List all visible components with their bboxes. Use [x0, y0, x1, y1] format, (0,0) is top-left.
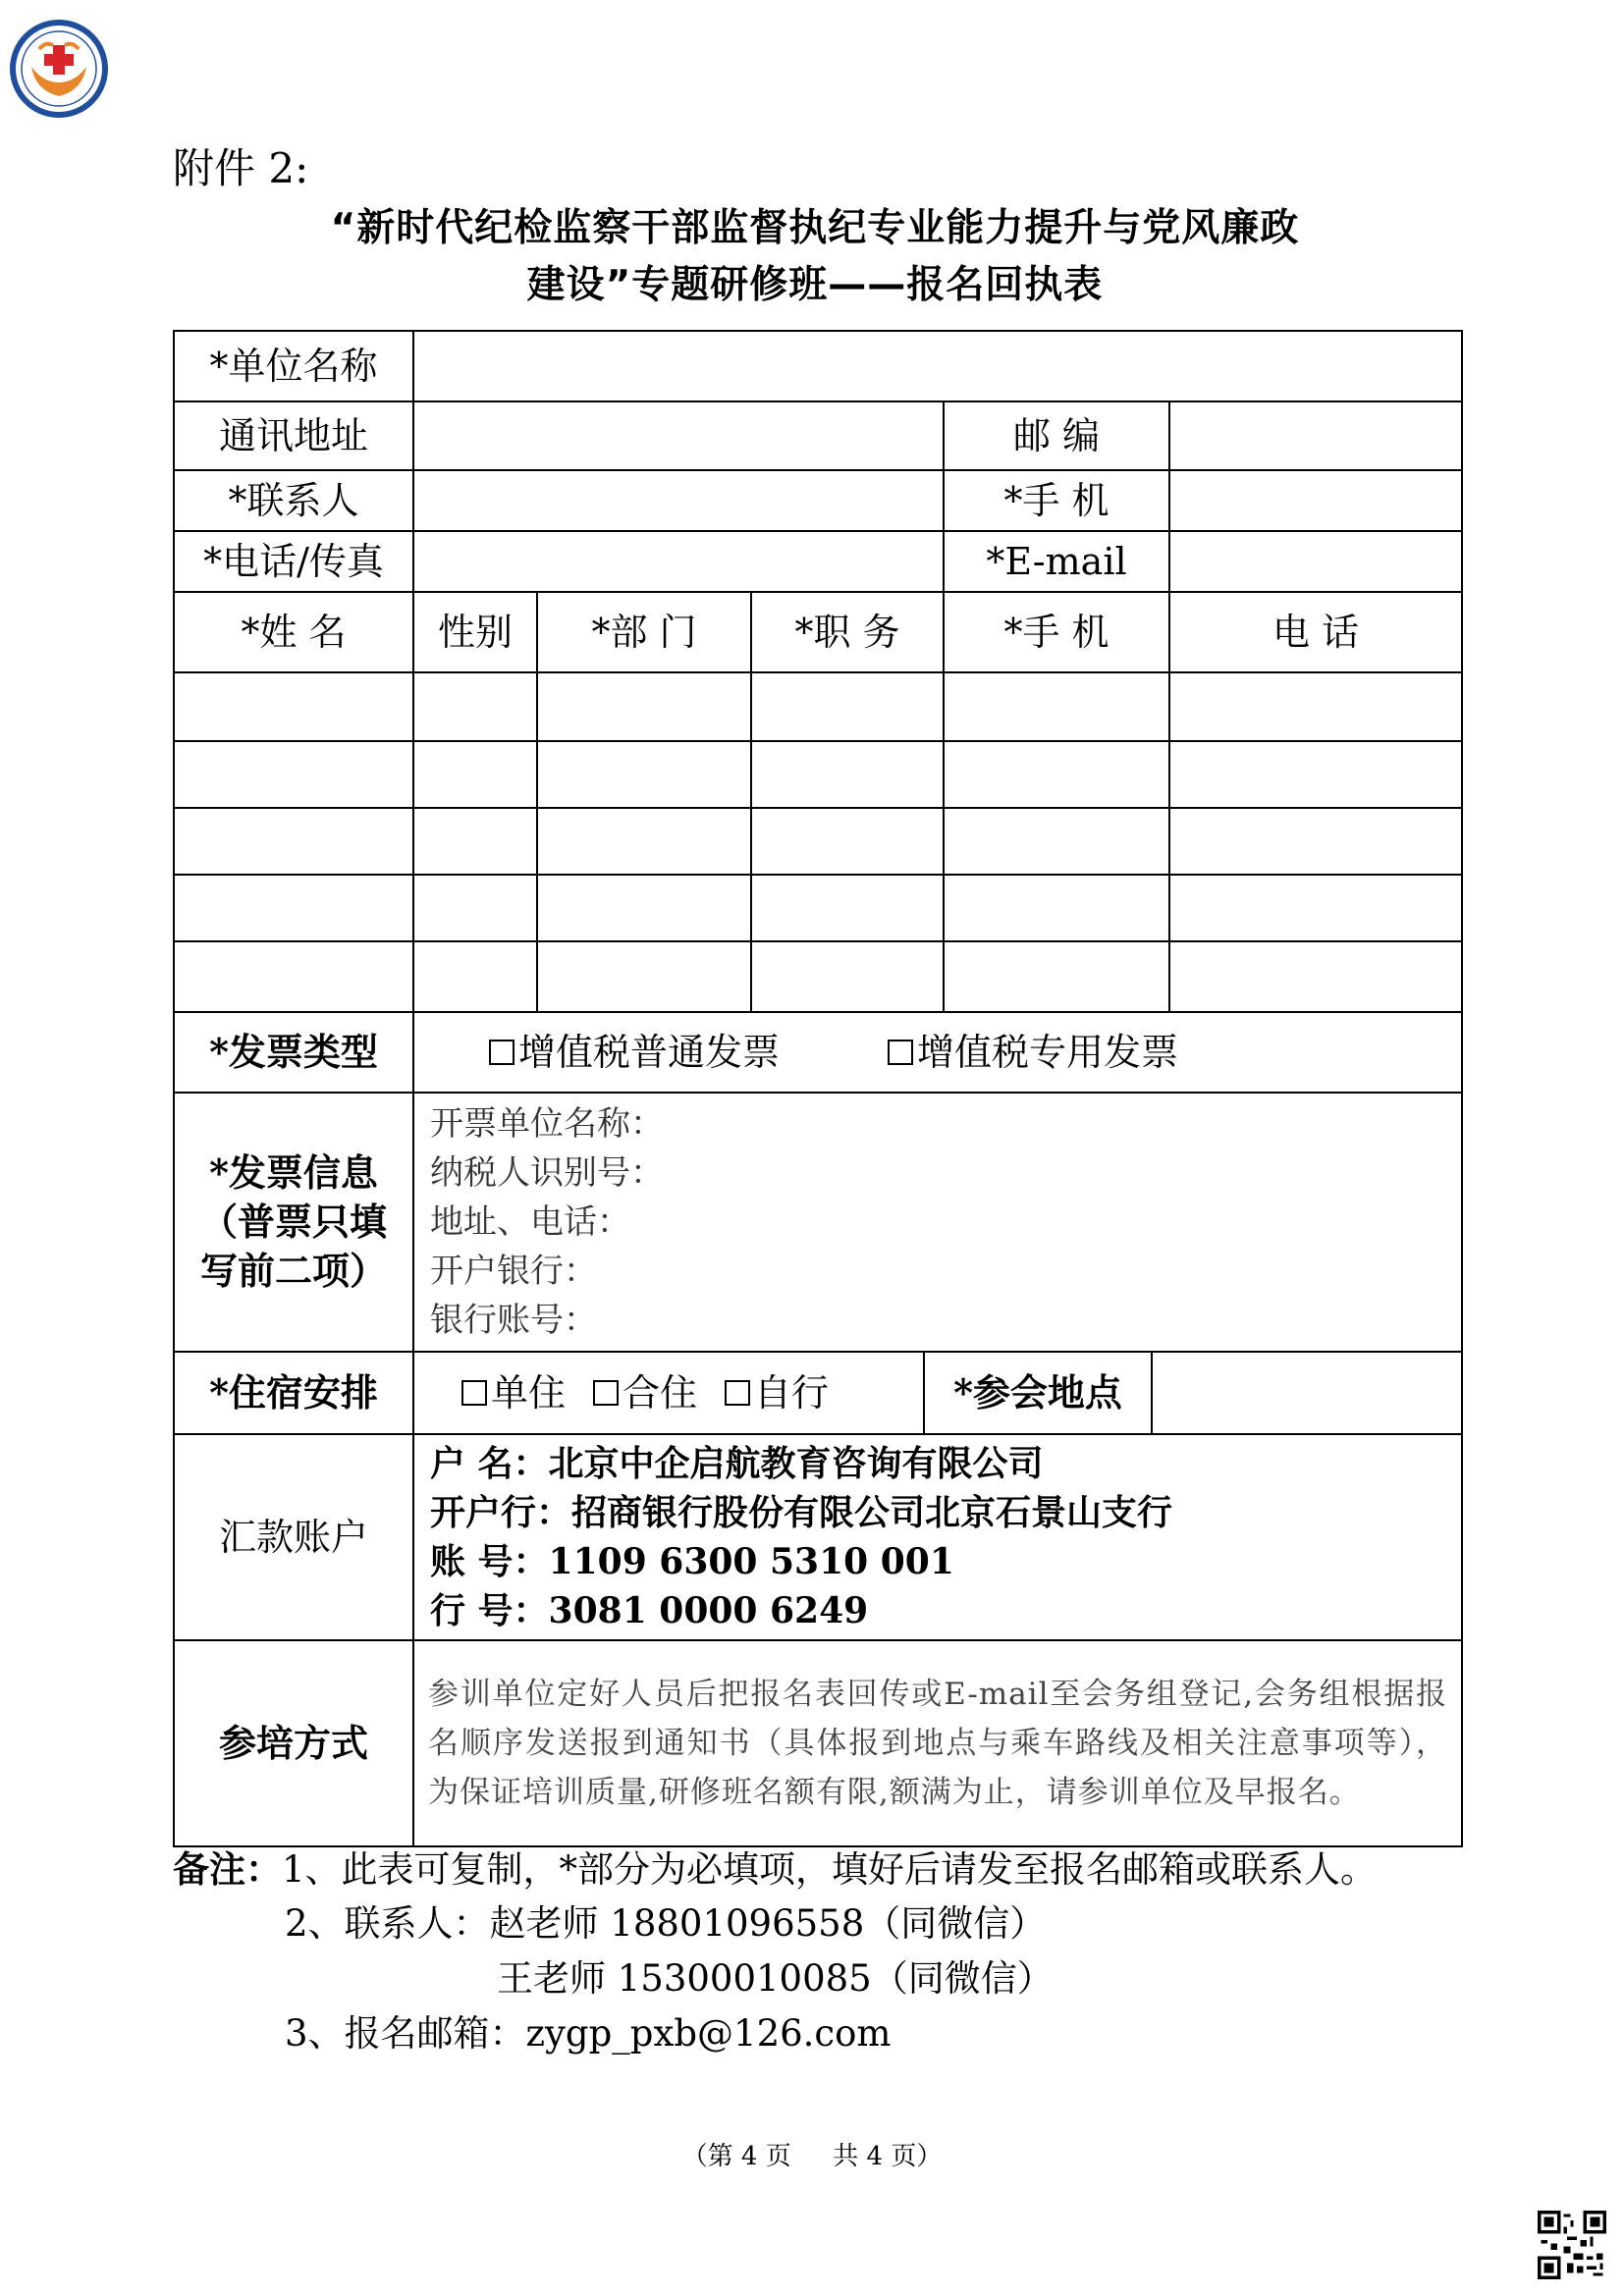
- attendee-gender-cell[interactable]: [413, 741, 537, 808]
- invoice-type-options: [413, 1012, 1462, 1093]
- accommodation-option-shared-label: 合住: [623, 1371, 698, 1415]
- remittance-account-name: [430, 1439, 1445, 1488]
- invoice-option-general[interactable]: [489, 1029, 780, 1076]
- postcode-label: 邮 编: [944, 401, 1169, 470]
- contact-label: *联系人: [174, 470, 413, 531]
- remittance-bank-value: 招商银行股份有限公司北京石景山支行: [571, 1492, 1173, 1533]
- attendee-mobile-cell[interactable]: [944, 741, 1169, 808]
- registration-form-table: [173, 330, 1463, 1847]
- contact-mobile-label: *手 机: [944, 470, 1169, 531]
- row-method: [174, 1640, 1462, 1846]
- remittance-account-name-key: 户 名：: [430, 1443, 549, 1484]
- method-text: 参训单位定好人员后把报名表回传或E-mail至会务组登记,会务组根据报名顺序发送报到通知书（具体报到地点与乘车路线及相关注意事项等），为保证培训质量,研修班名额有限,额满为止，请参训单位及早报名。: [428, 1677, 1448, 1810]
- invoice-info-fields[interactable]: [413, 1093, 1462, 1352]
- note-line-3: 王老师 15300010085（同微信）: [497, 1957, 1054, 2000]
- row-invoice-info: [174, 1093, 1462, 1352]
- note-line-4: 3、报名邮箱：zygp_pxb@126.com: [285, 2012, 892, 2055]
- venue-label: *参会地点: [925, 1353, 1153, 1433]
- phone-label: *电话/传真: [174, 531, 413, 592]
- remittance-bank: [430, 1488, 1445, 1537]
- row-contact: [174, 470, 1462, 531]
- attendee-phone-cell[interactable]: [1169, 875, 1462, 941]
- invoice-field-taxid: 纳税人识别号：: [430, 1153, 664, 1193]
- attendee-phone-cell[interactable]: [1169, 672, 1462, 741]
- attendee-mobile-cell[interactable]: [944, 941, 1169, 1012]
- accommodation-option-shared[interactable]: [593, 1369, 697, 1416]
- attendee-phone-cell[interactable]: [1169, 808, 1462, 875]
- remittance-details: [413, 1434, 1462, 1640]
- attendee-position-cell[interactable]: [751, 672, 944, 741]
- invoice-field-bank: 开户银行：: [430, 1252, 597, 1291]
- accommodation-option-single[interactable]: [461, 1369, 566, 1416]
- accommodation-option-self-label: 自行: [754, 1371, 830, 1415]
- attendee-department-cell[interactable]: [537, 741, 751, 808]
- checkbox-icon[interactable]: [461, 1380, 487, 1406]
- row-unit: [174, 331, 1462, 401]
- attendee-department-cell[interactable]: [537, 808, 751, 875]
- attendee-name-cell[interactable]: [174, 875, 413, 941]
- organization-logo-icon: [10, 20, 108, 118]
- qr-code-icon: [1538, 2211, 1606, 2279]
- method-text-cell: [413, 1640, 1462, 1846]
- unit-input[interactable]: [413, 331, 1462, 401]
- attendee-mobile-cell[interactable]: [944, 875, 1169, 941]
- header-gender: 性别: [413, 592, 537, 672]
- header-department: *部 门: [537, 592, 751, 672]
- attendee-mobile-cell[interactable]: [944, 672, 1169, 741]
- title-line-1: “新时代纪检监察干部监督执纪专业能力提升与党风廉政: [330, 206, 1300, 250]
- checkbox-icon[interactable]: [725, 1380, 750, 1406]
- email-input[interactable]: [1169, 531, 1462, 592]
- row-phone: [174, 531, 1462, 592]
- table-row: [174, 941, 1462, 1012]
- remittance-bank-code: [430, 1586, 1445, 1635]
- attendee-gender-cell[interactable]: [413, 875, 537, 941]
- attendee-name-cell[interactable]: [174, 741, 413, 808]
- notes: [173, 1842, 1377, 2061]
- table-row: [174, 741, 1462, 808]
- remittance-account-number-value: 1109 6300 5310 001: [548, 1541, 954, 1582]
- table-row: [174, 672, 1462, 741]
- header-name: *姓 名: [174, 592, 413, 672]
- invoice-option-special-label: 增值税专用发票: [917, 1031, 1179, 1074]
- note-line-1: [173, 1842, 1377, 1896]
- remittance-bank-key: 开户行：: [430, 1492, 572, 1533]
- row-remittance: [174, 1434, 1462, 1640]
- email-label: *E-mail: [944, 531, 1169, 592]
- contact-mobile-input[interactable]: [1169, 470, 1462, 531]
- invoice-field-account: 银行账号：: [430, 1301, 597, 1340]
- attendee-header-row: [174, 592, 1462, 672]
- invoice-info-label-line-2: （普票只填: [199, 1200, 387, 1244]
- invoice-option-general-label: 增值税普通发票: [518, 1031, 781, 1074]
- remittance-account-name-value: 北京中企启航教育咨询有限公司: [548, 1443, 1044, 1484]
- row-invoice-type: [174, 1012, 1462, 1093]
- remittance-bank-code-value: 3081 0000 6249: [548, 1590, 869, 1631]
- attendee-position-cell[interactable]: [751, 808, 944, 875]
- attendee-position-cell[interactable]: [751, 741, 944, 808]
- attendee-gender-cell[interactable]: [413, 941, 537, 1012]
- page-title: [167, 200, 1463, 314]
- attendee-phone-cell[interactable]: [1169, 941, 1462, 1012]
- attendee-department-cell[interactable]: [537, 941, 751, 1012]
- note-line-2: 2、联系人：赵老师 18801096558（同微信）: [285, 1902, 1047, 1945]
- remittance-label: 汇款账户: [174, 1434, 413, 1640]
- invoice-info-label-line-3: 写前二项）: [199, 1249, 387, 1293]
- accommodation-label: *住宿安排: [174, 1352, 413, 1434]
- table-row: [174, 808, 1462, 875]
- attendee-gender-cell[interactable]: [413, 808, 537, 875]
- invoice-field-company: 开票单位名称：: [430, 1104, 664, 1144]
- invoice-type-label: *发票类型: [174, 1012, 413, 1093]
- attendee-position-cell[interactable]: [751, 941, 944, 1012]
- phone-input[interactable]: [413, 531, 944, 592]
- accommodation-option-self[interactable]: [725, 1369, 829, 1416]
- accommodation-cell: [413, 1352, 1462, 1434]
- invoice-field-address: 地址、电话：: [430, 1202, 630, 1242]
- attachment-label: 附件 2:: [173, 144, 309, 192]
- accommodation-option-single-label: 单住: [491, 1371, 567, 1415]
- contact-input[interactable]: [413, 470, 944, 531]
- venue-input[interactable]: [1153, 1353, 1461, 1433]
- method-label: 参培方式: [174, 1640, 413, 1846]
- checkbox-icon[interactable]: [593, 1380, 619, 1406]
- title-line-2: 建设”专题研修班——报名回执表: [526, 263, 1104, 307]
- postcode-input[interactable]: [1169, 401, 1462, 470]
- page-number: （第 4 页 共 4 页）: [681, 2142, 943, 2171]
- checkbox-icon[interactable]: [489, 1040, 514, 1065]
- header-mobile: *手 机: [944, 592, 1169, 672]
- invoice-info-label-line-1: *发票信息: [209, 1150, 378, 1195]
- attendee-name-cell[interactable]: [174, 672, 413, 741]
- attendee-department-cell[interactable]: [537, 875, 751, 941]
- invoice-option-special[interactable]: [888, 1029, 1178, 1076]
- remittance-account-number: [430, 1537, 1445, 1586]
- address-input[interactable]: [413, 401, 944, 470]
- attendee-position-cell[interactable]: [751, 875, 944, 941]
- attendee-name-cell[interactable]: [174, 808, 413, 875]
- row-accommodation: [174, 1352, 1462, 1434]
- checkbox-icon[interactable]: [888, 1040, 913, 1065]
- remittance-bank-code-key: 行 号：: [430, 1590, 549, 1631]
- invoice-info-label: [174, 1093, 413, 1352]
- row-address: [174, 401, 1462, 470]
- header-phone: 电 话: [1169, 592, 1462, 672]
- attendee-phone-cell[interactable]: [1169, 741, 1462, 808]
- remittance-account-number-key: 账 号：: [430, 1541, 549, 1582]
- note-text-1: 1、此表可复制，*部分为必填项，填好后请发至报名邮箱或联系人。: [282, 1848, 1378, 1891]
- table-row: [174, 875, 1462, 941]
- attendee-mobile-cell[interactable]: [944, 808, 1169, 875]
- unit-label: *单位名称: [174, 331, 413, 401]
- header-position: *职 务: [751, 592, 944, 672]
- attendee-department-cell[interactable]: [537, 672, 751, 741]
- attendee-name-cell[interactable]: [174, 941, 413, 1012]
- address-label: 通讯地址: [174, 401, 413, 470]
- notes-label: 备注：: [173, 1847, 282, 1891]
- attendee-gender-cell[interactable]: [413, 672, 537, 741]
